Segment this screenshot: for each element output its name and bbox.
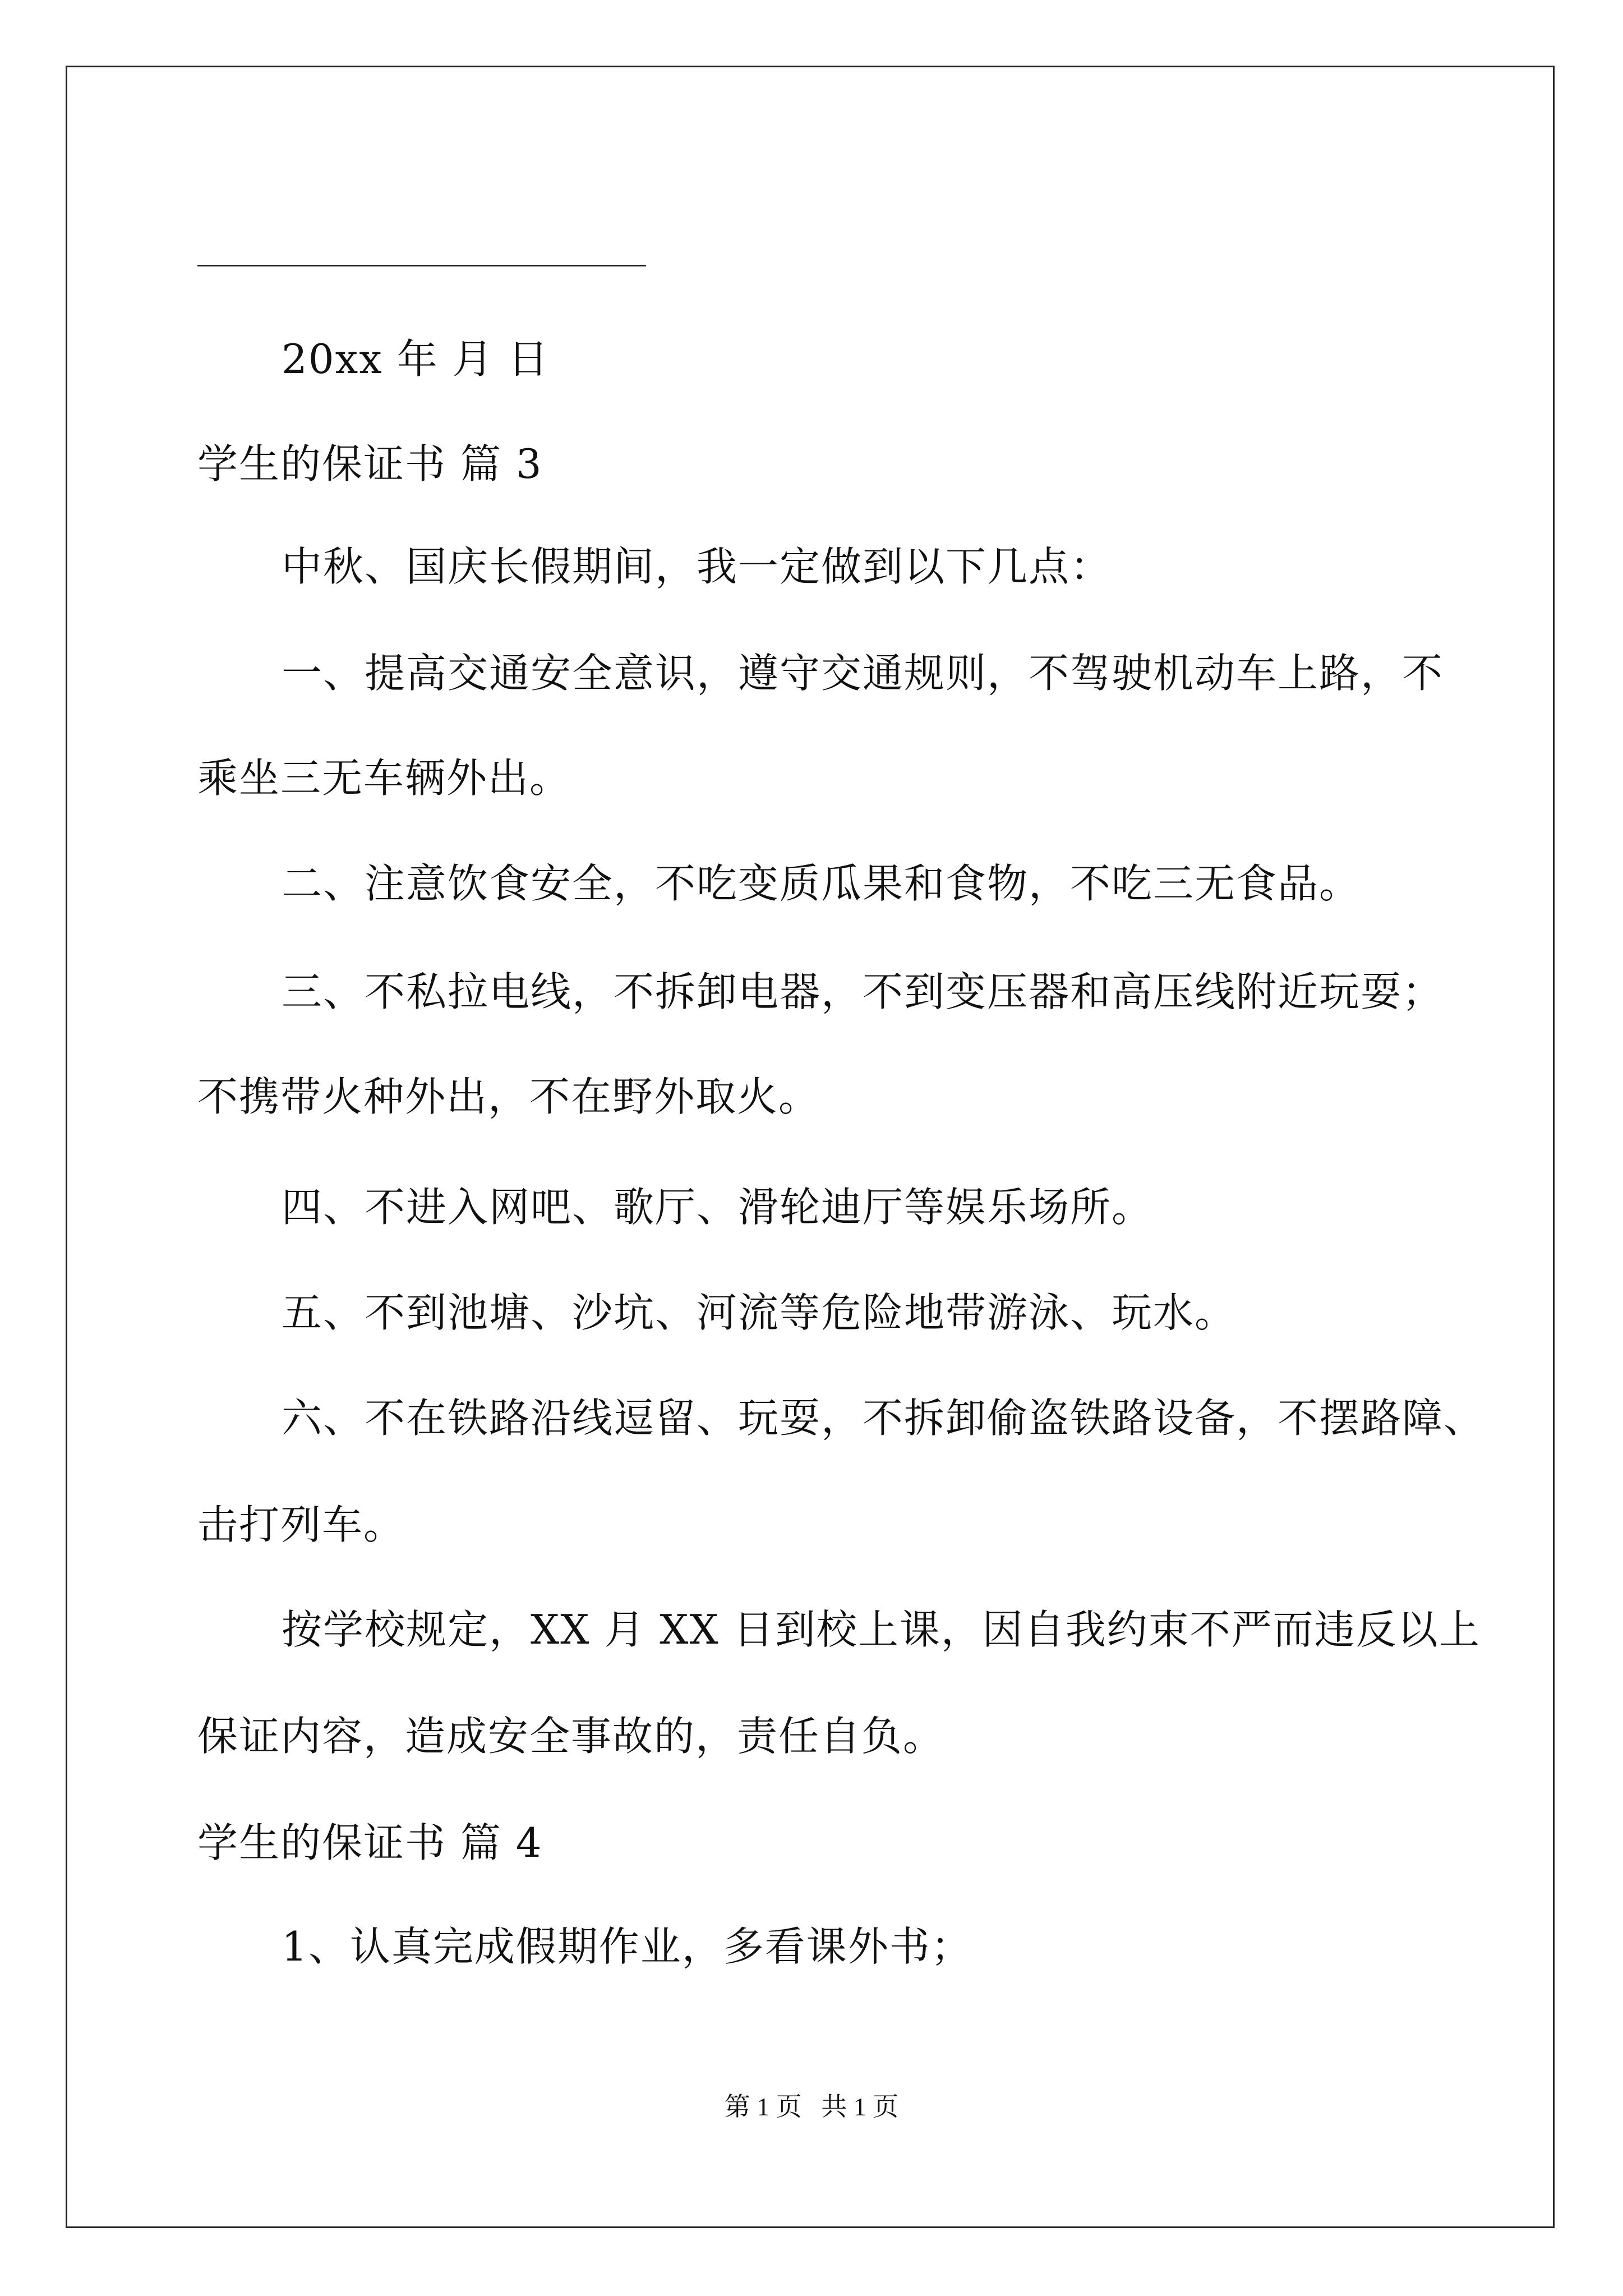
section-3-intro: 中秋、国庆长假期间，我一定做到以下几点： [282,543,1112,590]
page-border [66,66,1555,2228]
section-3-item-2: 二、注意饮食安全，不吃变质瓜果和食物，不吃三无食品。 [282,860,1361,907]
section-3-closing-line-2: 保证内容，造成安全事故的，责任自负。 [197,1713,945,1760]
section-3-item-6-line-2: 击打列车。 [197,1501,405,1548]
section-3-item-1-line-1: 一、提高交通安全意识，遵守交通规则，不驾驶机动车上路，不 [282,650,1444,697]
section-3-item-3-line-2: 不携带火种外出，不在野外取火。 [197,1073,820,1120]
section-3-heading: 学生的保证书 篇 3 [197,440,543,487]
section-3-item-1-line-2: 乘坐三无车辆外出。 [197,754,571,802]
section-3-item-3-line-1: 三、不私拉电线，不拆卸电器，不到变压器和高压线附近玩耍； [282,968,1444,1015]
signature-line [197,265,646,266]
section-3-closing-line-1: 按学校规定，XX 月 XX 日到校上课，因自我约束不严而违反以上 [282,1606,1481,1653]
section-3-item-4: 四、不进入网吧、歌厅、滑轮迪厅等娱乐场所。 [282,1184,1154,1231]
section-3-item-5: 五、不到池塘、沙坑、河流等危险地带游泳、玩水。 [282,1289,1237,1336]
section-3-item-6-line-1: 六、不在铁路沿线逗留、玩耍，不拆卸偷盗铁路设备，不摆路障、 [282,1395,1486,1442]
page-footer: 第 1 页 共 1 页 [724,2092,899,2121]
date-line: 20xx 年 月 日 [282,335,550,383]
section-4-heading: 学生的保证书 篇 4 [197,1819,543,1866]
section-4-item-1: 1、认真完成假期作业，多看课外书； [282,1923,972,1970]
